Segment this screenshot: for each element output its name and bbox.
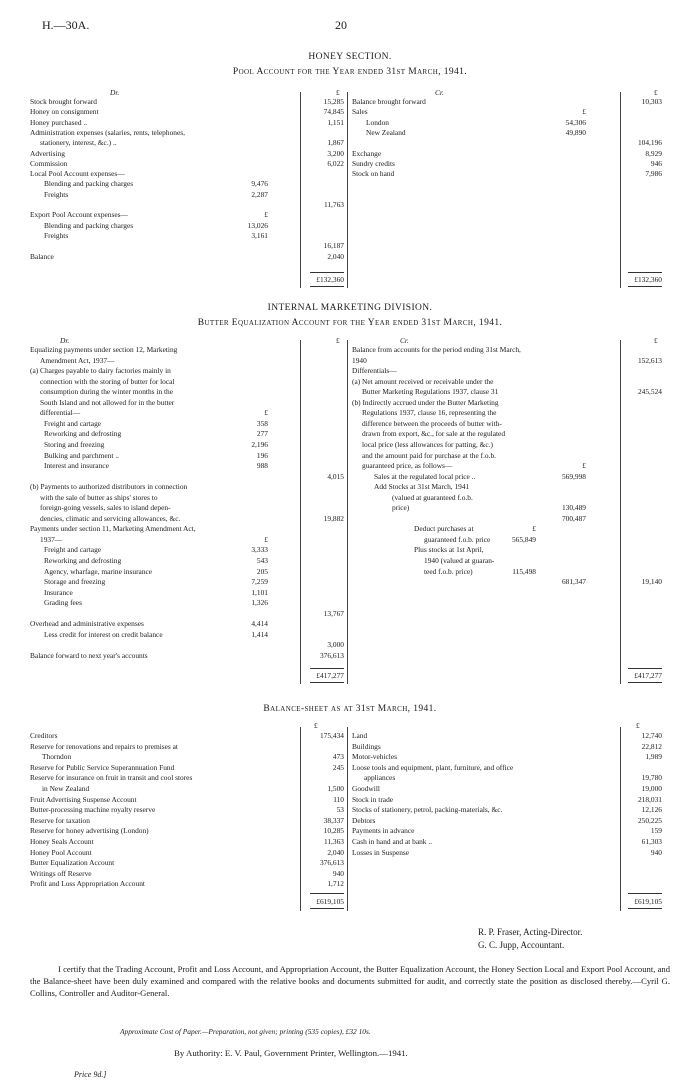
honey-debit-row-label: Commission	[30, 158, 68, 168]
butter-debit-row-label: Bulking and parchment ..	[44, 450, 119, 460]
butter-credit-row-subtotal: £	[582, 461, 586, 471]
liabilities-total-underline	[310, 908, 344, 909]
honey-dr-heading: Dr.	[110, 88, 120, 97]
liabilities-row-label: Fruit Advertising Suspense Account	[30, 794, 137, 804]
butter-credit-row-subtotal: 565,849	[511, 534, 536, 544]
butter-debit-row-amount: 3,000	[327, 640, 344, 650]
liabilities-row-label: Honey Pool Account	[30, 847, 92, 857]
liabilities-row-amount: 11,363	[323, 837, 344, 846]
butter-debit-row-subtotal: 1,414	[251, 629, 268, 639]
honey-debit-row-label: Blending and packing charges	[44, 179, 134, 189]
butter-debit-row-label: Freight and cartage	[44, 418, 102, 428]
honey-debit-row-label: Administration expenses (salaries, rents, telephones,	[30, 127, 185, 137]
honey-debit-total: £132,360	[316, 275, 344, 284]
assets-row-amount: 22,812	[641, 741, 662, 751]
assets-row-amount: 12,126	[641, 805, 662, 815]
butter-credit-total-underline	[628, 682, 662, 683]
honey-debit-row-subtotal: 3,161	[251, 230, 268, 240]
liabilities-row-amount: 376,613	[319, 858, 344, 868]
honey-credit-row-label: Balance brought forward	[352, 97, 426, 106]
butter-debit-row-label: (b) Payments to authorized distributors in connection	[30, 482, 188, 492]
liabilities-row-amount: 38,337	[323, 815, 344, 825]
honey-debit-row-subtotal: 2,287	[251, 189, 268, 199]
liabilities-row-label: Reserve for insurance on fruit in transit and cool stores	[30, 773, 193, 783]
division-title: INTERNAL MARKETING DIVISION.	[267, 303, 433, 313]
butter-debit-row-subtotal: 7,259	[251, 577, 268, 587]
liabilities-row-label: Profit and Loss Appropriation Account	[30, 879, 145, 889]
butter-credit-row-label: guaranteed f.o.b. price	[424, 534, 491, 544]
assets-row-label: Loose tools and equipment, plant, furniture, and office	[352, 762, 514, 772]
liabilities-total-rule	[310, 893, 344, 894]
assets-row-label: Motor-vehicles	[352, 752, 398, 762]
butter-debit-row-label: Insurance	[44, 587, 73, 597]
liabilities-row-amount: 1,500	[327, 784, 344, 793]
liabilities-row-amount: 175,434	[319, 731, 344, 740]
butter-debit-row-label: Grading fees	[44, 598, 82, 608]
butter-credit-row-subtotal: 569,998	[561, 471, 586, 481]
honey-debit-row-label: stationery, interest, &c.) ..	[40, 138, 117, 148]
butter-debit-row-label: Overhead and administrative expenses	[30, 619, 144, 629]
assets-row-label: appliances	[364, 773, 396, 783]
liabilities-row-amount: 53	[336, 805, 344, 815]
liabilities-row-amount: 940	[332, 868, 344, 878]
honey-cr-heading: Cr.	[435, 88, 444, 97]
honey-debit-row-subtotal: 9,476	[251, 179, 268, 189]
butter-debit-row-amount: 19,882	[323, 513, 344, 523]
butter-debit-row-label: connection with the storing of butter for local	[40, 376, 175, 386]
honey-credit-row-label: Sundry credits	[352, 158, 395, 168]
assets-total-rule	[628, 893, 662, 894]
butter-debit-total-underline	[310, 682, 344, 683]
butter-credit-row-label: Sales at the regulated local price ..	[374, 471, 476, 481]
honey-debit-row-label: Export Pool Account expenses—	[30, 210, 128, 220]
butter-debit-row-amount: 376,613	[319, 650, 344, 660]
honey-credit-row-label: Stock on hand	[352, 169, 395, 179]
honey-credit-row-amount: 946	[650, 158, 662, 168]
assets-row-label: Losses in Suspense	[352, 847, 410, 857]
signature-director: R. P. Fraser, Acting-Director.	[478, 927, 583, 937]
price-note: Price 9d.]	[74, 1070, 107, 1079]
butter-credit-row-label: (a) Net amount received or receivable under the	[352, 376, 494, 386]
audit-certificate: I certify that the Trading Account, Profit and Loss Account, and Appropriation Account, the Butter Equalization Account, the Honey Section Local and Export Pool Account, and the Balance-sheet have been duly examined and compared with the relative books and documents submitted for audit, and correctly state the position as disclosed thereby.—Cyril G. Collins, Controller and Auditor-General.	[30, 964, 670, 998]
butter-credit-row-label: Regulations 1937, clause 16, representing the	[362, 408, 497, 418]
butter-debit-row-label: Payments under section 11, Marketing Amendment Act,	[30, 524, 196, 534]
butter-credit-row-label: (valued at guaranteed f.o.b.	[392, 492, 473, 502]
honey-credit-row-label: Exchange	[352, 148, 382, 158]
butter-dr-heading: Dr.	[60, 336, 70, 345]
butter-debit-row-label: Balance forward to next year's accounts	[30, 650, 148, 660]
butter-debit-row-subtotal: 1,101	[251, 587, 268, 597]
liabilities-total: £619,105	[316, 897, 344, 906]
signature-accountant: G. C. Jupp, Accountant.	[478, 940, 565, 950]
balance-column-rule	[620, 727, 621, 911]
butter-credit-row-amount: 152,613	[637, 355, 662, 365]
liabilities-row-label: in New Zealand	[42, 784, 90, 793]
assets-row-label: Payments in advance	[352, 826, 415, 836]
butter-debit-row-label: (a) Charges payable to dairy factories mainly in	[30, 366, 171, 376]
honey-account-title: Pool Account for the Year ended 31st March, 1941.	[232, 67, 468, 77]
butter-debit-row-label: Reworking and defrosting	[44, 556, 122, 565]
butter-debit-row-amount: 13,767	[323, 608, 344, 618]
butter-debit-row-subtotal: 988	[256, 461, 268, 471]
page-number: 20	[335, 18, 347, 32]
butter-credit-row-amount: 245,524	[637, 387, 662, 397]
honey-debit-row-amount: 74,845	[323, 107, 344, 117]
butter-debit-row-label: Equalizing payments under section 12, Marketing	[30, 345, 178, 354]
assets-row-amount: 218,031	[637, 794, 662, 804]
liabilities-row-label: Creditors	[30, 731, 58, 740]
honey-column-rule	[620, 92, 621, 288]
butter-credit-row-label: (b) Indirectly accrued under the Butter Marketing	[352, 397, 499, 407]
honey-credit-total: £132,360	[634, 275, 662, 284]
butter-debit-row-label: dencies, climatic and servicing allowances, &c.	[40, 513, 181, 523]
honey-debit-row-amount: 1,867	[327, 138, 344, 148]
honey-debit-row-amount: 15,285	[323, 97, 344, 106]
liabilities-row-amount: 245	[332, 762, 344, 772]
honey-debit-row-label: Local Pool Account expenses—	[30, 169, 125, 179]
balance-sheet-title: Balance-sheet as at 31st March, 1941.	[263, 704, 437, 714]
assets-row-amount: 159	[650, 826, 662, 836]
assets-row-label: Stocks of stationery, petrol, packing-materials, &c.	[352, 805, 503, 815]
honey-debit-row-subtotal: £	[264, 210, 268, 220]
butter-debit-row-label: South Island and not allowed for in the butter	[40, 397, 175, 407]
balance-column-rule	[347, 727, 348, 911]
liabilities-row-label: Writings off Reserve	[30, 868, 92, 878]
butter-debit-row-label: Less credit for interest on credit balance	[44, 629, 163, 639]
printing-authority: By Authority: E. V. Paul, Government Printer, Wellington.—1941.	[174, 1048, 408, 1058]
liabilities-row-label: Reserve for Public Service Superannuation Fund	[30, 762, 175, 772]
liabilities-row-amount: 2,040	[327, 847, 344, 857]
butter-cr-pound: £	[654, 336, 658, 345]
liabilities-row-label: Butter Equalization Account	[30, 858, 115, 868]
butter-credit-row-label: price)	[392, 503, 410, 513]
honey-debit-row-amount: 2,040	[327, 251, 344, 261]
assets-total-underline	[628, 908, 662, 909]
honey-debit-row-amount: 6,022	[327, 158, 344, 168]
butter-debit-row-amount: 4,015	[327, 471, 344, 481]
honey-credit-row-label: London	[366, 117, 389, 127]
butter-debit-row-label: Storage and freezing	[44, 577, 106, 587]
butter-credit-row-subtotal: 700,487	[561, 513, 586, 523]
butter-column-rule	[620, 340, 621, 684]
butter-debit-row-label: 1937—	[40, 534, 63, 544]
honey-debit-row-label: Stock brought forward	[30, 97, 97, 106]
assets-row-label: Buildings	[352, 741, 381, 751]
butter-credit-row-label: Differentials—	[352, 366, 397, 376]
honey-debit-row-amount: 11,763	[323, 200, 344, 209]
butter-credit-row-label: local price (less allowances for patting, &c.)	[362, 439, 493, 449]
butter-debit-row-subtotal: 2,196	[251, 439, 268, 449]
honey-debit-row-label: Advertising	[30, 148, 65, 158]
honey-debit-row-label: Honey purchased ..	[30, 117, 88, 127]
honey-debit-row-label: Balance	[30, 251, 54, 261]
butter-credit-row-label: 1940 (valued at guaran-	[424, 556, 495, 565]
butter-column-rule	[347, 340, 348, 684]
butter-debit-row-label: Interest and insurance	[44, 461, 109, 471]
honey-dr-pound: £	[336, 88, 340, 97]
butter-credit-row-label: and the amount paid for purchase at the f.o.b.	[362, 450, 497, 460]
butter-debit-row-label: Amendment Act, 1937—	[40, 355, 115, 365]
assets-row-label: Stock in trade	[352, 794, 394, 804]
liabilities-row-label: Thorndon	[42, 752, 72, 762]
butter-debit-row-subtotal: 543	[256, 556, 268, 565]
butter-debit-row-subtotal: 3,333	[251, 545, 268, 555]
balance-column-rule	[300, 727, 301, 911]
liabilities-row-label: Reserve for taxation	[30, 815, 90, 825]
butter-credit-total: £417,277	[634, 671, 662, 680]
assets-total: £619,105	[634, 897, 662, 906]
honey-credit-row-amount: 7,986	[645, 169, 662, 179]
document-reference: H.—30A.	[42, 18, 90, 32]
assets-row-amount: 19,780	[641, 773, 662, 783]
assets-row-label: Debtors	[352, 815, 376, 825]
honey-credit-row-subtotal: 49,890	[565, 127, 586, 137]
liabilities-row-amount: 110	[333, 794, 344, 804]
liabilities-row-label: Reserve for honey advertising (London)	[30, 826, 149, 836]
honey-credit-total-rule	[628, 272, 662, 273]
honey-cr-pound: £	[654, 88, 658, 97]
assets-row-label: Cash in hand and at bank ..	[352, 837, 433, 846]
butter-credit-total-rule	[628, 668, 662, 669]
butter-debit-row-label: consumption during the winter months in the	[40, 387, 174, 397]
honey-column-rule	[347, 92, 348, 288]
butter-debit-row-label: Reworking and defrosting	[44, 429, 122, 439]
assets-row-amount: 61,303	[641, 837, 662, 846]
assets-row-amount: 1,989	[645, 752, 662, 762]
butter-debit-row-label: with the sale of butter as ships' stores to	[40, 492, 158, 502]
liabilities-row-amount: 1,712	[327, 879, 344, 889]
honey-debit-row-label: Blending and packing charges	[44, 220, 134, 230]
liabilities-row-label: Butter-processing machine royalty reserve	[30, 805, 156, 815]
balance-right-pound: £	[636, 721, 640, 730]
butter-credit-row-subtotal: £	[532, 524, 536, 534]
butter-dr-pound: £	[336, 336, 340, 345]
assets-row-label: Goodwill	[352, 784, 380, 793]
butter-debit-row-subtotal: £	[264, 408, 268, 418]
butter-debit-row-subtotal: 1,326	[251, 598, 268, 608]
honey-debit-row-amount: 1,151	[327, 117, 344, 127]
butter-debit-row-subtotal: 4,414	[251, 619, 268, 629]
liabilities-row-amount: 10,285	[323, 826, 344, 836]
honey-debit-row-amount: 16,187	[323, 241, 344, 251]
assets-row-amount: 940	[650, 847, 662, 857]
butter-debit-row-subtotal: 196	[256, 450, 268, 460]
honey-credit-row-amount: 8,929	[645, 148, 662, 158]
butter-credit-row-label: Plus stocks at 1st April,	[414, 545, 484, 555]
butter-debit-total-rule	[310, 668, 344, 669]
honey-credit-row-label: New Zealand	[366, 127, 406, 137]
butter-debit-total: £417,277	[316, 671, 344, 680]
butter-debit-row-subtotal: 205	[256, 566, 268, 576]
honey-credit-row-subtotal: 54,306	[565, 117, 586, 127]
liabilities-row-label: Honey Seals Account	[30, 837, 94, 846]
assets-row-amount: 250,225	[637, 815, 662, 825]
butter-debit-row-label: differential—	[40, 408, 81, 418]
honey-debit-total-underline	[310, 286, 344, 287]
honey-section-title: HONEY SECTION.	[308, 52, 392, 62]
butter-cr-heading: Cr.	[400, 336, 409, 345]
liabilities-row-amount: 473	[332, 752, 344, 762]
butter-credit-row-label: teed f.o.b. price)	[424, 566, 473, 576]
honey-debit-row-amount: 3,200	[327, 148, 344, 158]
assets-row-amount: 19,000	[641, 784, 662, 793]
honey-credit-row-label: Sales	[352, 107, 368, 117]
butter-credit-row-label: Add Stocks at 31st March, 1941	[374, 482, 470, 492]
butter-credit-row-subtotal: 130,489	[561, 503, 586, 513]
butter-credit-row-label: 1940	[352, 355, 367, 365]
butter-credit-row-subtotal: 115,498	[512, 566, 536, 576]
butter-credit-row-label: Deduct purchases at	[414, 524, 474, 534]
honey-credit-row-amount: 104,196	[637, 138, 662, 148]
butter-column-rule	[300, 340, 301, 684]
honey-debit-row-label: Freights	[44, 189, 69, 199]
honey-column-rule	[300, 92, 301, 288]
honey-debit-row-label: Freights	[44, 230, 69, 240]
honey-credit-row-amount: 10,303	[641, 97, 662, 106]
honey-debit-row-label: Honey on consignment	[30, 107, 99, 117]
butter-debit-row-subtotal: 277	[256, 429, 268, 439]
butter-debit-row-label: Agency, wharfage, marine insurance	[44, 566, 153, 576]
cost-of-paper: Approximate Cost of Paper.—Preparation, not given; printing (535 copies), £32 10s.	[120, 1027, 371, 1036]
butter-credit-row-amount: 19,140	[641, 577, 662, 587]
honey-credit-total-underline	[628, 286, 662, 287]
butter-debit-row-subtotal: £	[264, 534, 268, 544]
honey-credit-row-subtotal: £	[582, 107, 586, 117]
butter-credit-row-label: guaranteed price, as follows—	[362, 461, 453, 471]
butter-debit-row-label: Storing and freezing	[44, 439, 105, 449]
balance-left-pound: £	[314, 721, 318, 730]
liabilities-row-label: Reserve for renovations and repairs to premises at	[30, 741, 178, 751]
butter-credit-row-label: drawn from export, &c., for sale at the regulated	[362, 429, 506, 439]
butter-debit-row-subtotal: 358	[256, 418, 268, 428]
butter-credit-row-subtotal: 681,347	[561, 577, 586, 587]
butter-account-title: Butter Equalization Account for the Year ended 31st March, 1941.	[197, 318, 503, 328]
assets-row-amount: 12,740	[641, 731, 662, 740]
honey-debit-row-subtotal: 13,026	[247, 220, 268, 230]
butter-debit-row-label: foreign-going vessels, sales to island depen-	[40, 503, 171, 513]
butter-credit-row-label: Butter Marketing Regulations 1937, clause 31	[362, 387, 499, 397]
butter-credit-row-label: difference between the proceeds of butter with-	[362, 418, 502, 428]
honey-debit-total-rule	[310, 272, 344, 273]
butter-credit-row-label: Balance from accounts for the period ending 31st March,	[352, 345, 521, 354]
assets-row-label: Land	[352, 731, 368, 740]
butter-debit-row-label: Freight and cartage	[44, 545, 102, 555]
